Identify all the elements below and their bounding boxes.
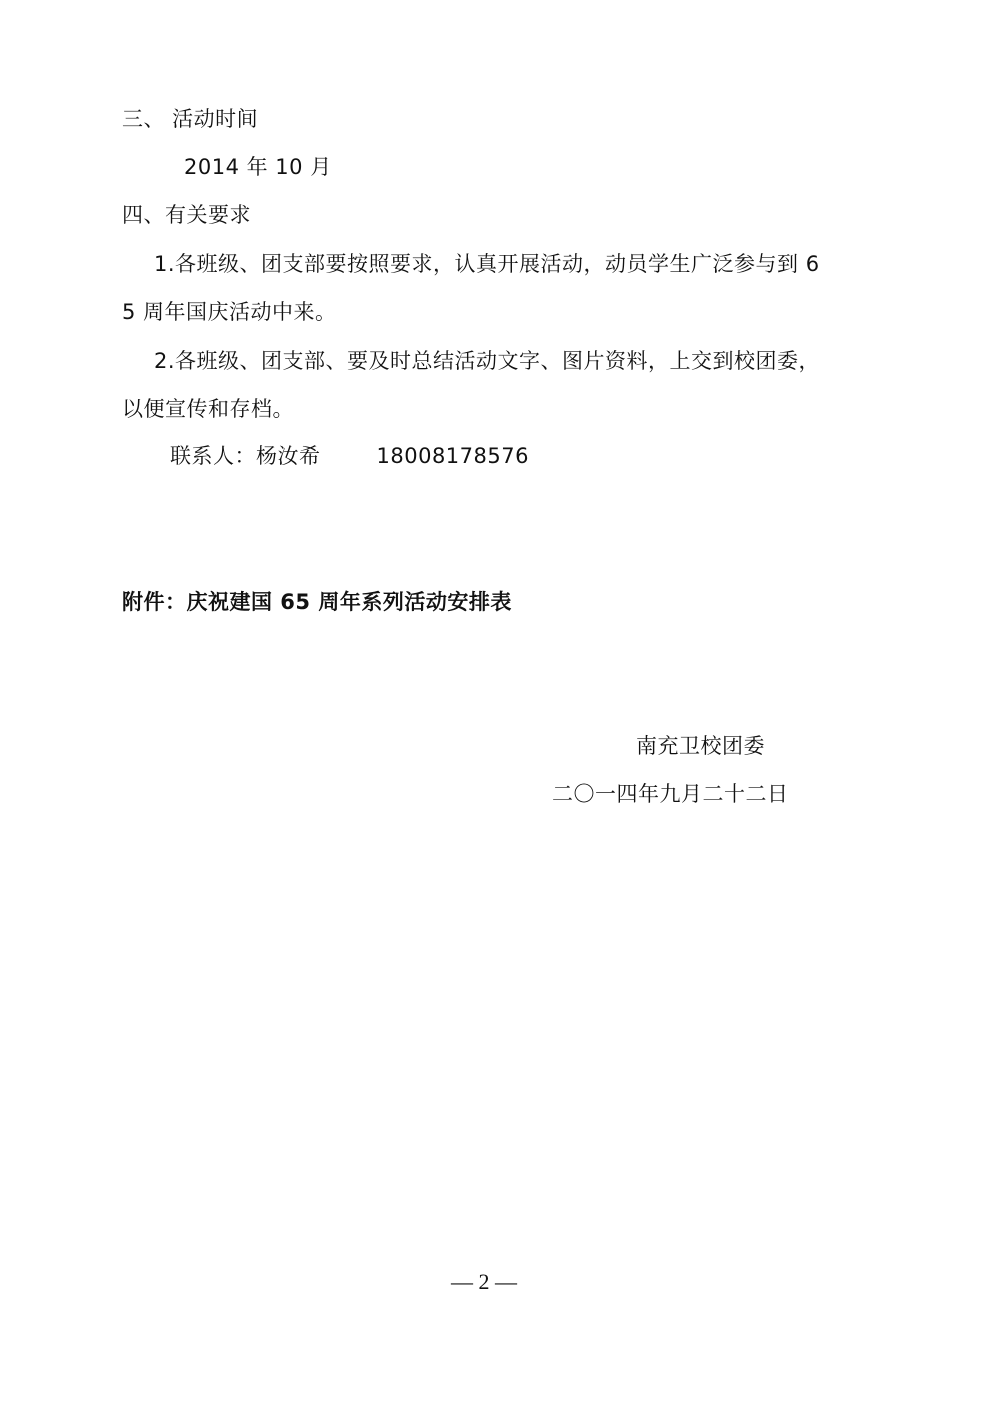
requirement-2-line-2: 以便宣传和存档。 <box>122 397 294 421</box>
contact-phone: 18008178576 <box>376 444 529 468</box>
section3-heading: 三、 活动时间 <box>122 107 259 131</box>
contact-label: 联系人：杨汝希 <box>170 444 321 468</box>
signature-date: 二〇一四年九月二十二日 <box>552 782 789 806</box>
contact-line <box>170 442 529 470</box>
requirement-1-line-1: 1.各班级、团支部要按照要求，认真开展活动，动员学生广泛参与到 6 <box>154 252 820 276</box>
attachment-title: 附件：庆祝建国 65 周年系列活动安排表 <box>122 590 512 614</box>
requirement-2-line-1: 2.各班级、团支部、要及时总结活动文字、图片资料，上交到校团委， <box>154 349 821 373</box>
signature-organization: 南充卫校团委 <box>636 734 765 758</box>
page-number: — 2 — <box>451 1269 517 1294</box>
section3-date: 2014 年 10 月 <box>184 155 332 179</box>
requirement-1-line-2: 5 周年国庆活动中来。 <box>122 300 337 324</box>
section4-heading: 四、有关要求 <box>122 203 251 227</box>
